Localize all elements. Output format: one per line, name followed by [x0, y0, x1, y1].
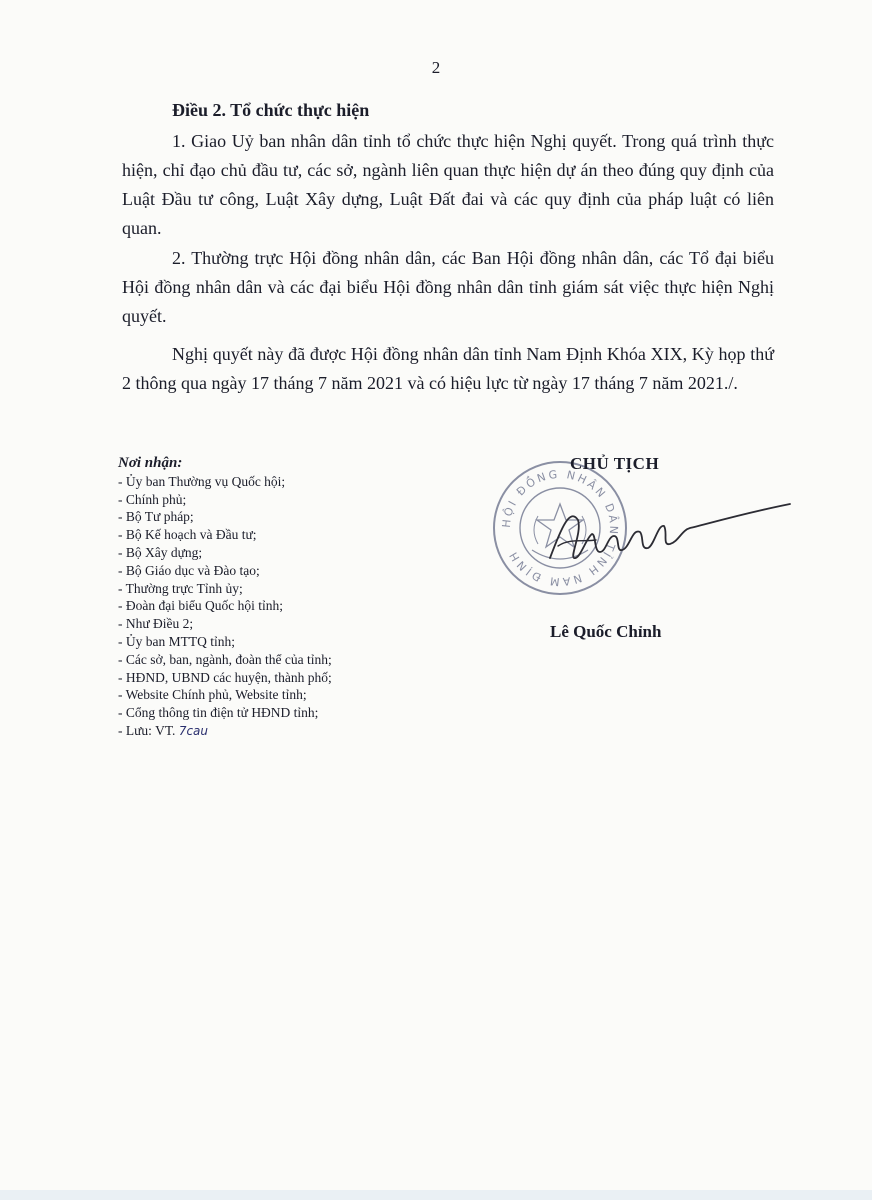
page-number: 2: [431, 58, 441, 77]
recipient-item: - Bộ Kế hoạch và Đầu tư;: [118, 527, 257, 543]
seal-text: HỘI ĐỒNG NHÂN DÂN TỈNH NAM ĐỊNH: [499, 467, 621, 589]
recipient-item: - Các sở, ban, ngành, đoàn thể của tỉnh;: [118, 651, 332, 667]
recipients-list: [118, 473, 332, 741]
recipients-title: Nơi nhận:: [118, 455, 183, 471]
recipient-item: - Bộ Giáo dục và Đào tạo;: [118, 562, 260, 578]
article-paragraph-2: 2. Thường trực Hội đồng nhân dân, các Ban Hội đồng nhân dân, các Tổ đại biểu Hội đồng nhân dân và các đại biểu Hội đồng nhân dân tỉnh giám sát việc thực hiện Nghị quyết.: [122, 248, 774, 326]
recipient-item: - Cổng thông tin điện tử HĐND tỉnh;: [118, 705, 319, 721]
recipient-item: - Chính phủ;: [118, 491, 187, 507]
closing-paragraph: Nghị quyết này đã được Hội đồng nhân dân tỉnh Nam Định Khóa XIX, Kỳ họp thứ 2 thông qua ngày 17 tháng 7 năm 2021 và có hiệu lực từ ngày 17 tháng 7 năm 2021./.: [122, 344, 774, 393]
handwritten-signature: [540, 498, 800, 583]
recipient-item: - Thường trực Tỉnh ủy;: [118, 580, 243, 596]
article-heading: Điều 2. Tổ chức thực hiện: [172, 100, 370, 120]
recipients-block: [118, 455, 332, 741]
article-paragraph-1: 1. Giao Uỷ ban nhân dân tỉnh tổ chức thực hiện Nghị quyết. Trong quá trình thực hiện, chỉ đạo chủ đầu tư, các sở, ngành liên quan thực hiện dự án theo đúng quy định của Luật Đầu tư công, Luật Xây dựng, Luật Đất đai và các quy định của pháp luật có liên quan.: [122, 131, 774, 238]
recipient-item: - Ủy ban Thường vụ Quốc hội;: [118, 473, 286, 489]
chair-title: CHỦ TỊCH: [570, 454, 660, 473]
recipient-item: - Bộ Tư pháp;: [118, 509, 194, 525]
recipient-item: - Ủy ban MTTQ tỉnh;: [118, 633, 235, 649]
recipient-item: - HĐND, UBND các huyện, thành phố;: [118, 669, 332, 685]
recipient-item: - Đoàn đại biểu Quốc hội tỉnh;: [118, 598, 283, 614]
archive-label: - Lưu: VT.: [118, 722, 176, 738]
archive-initials: 7cau: [178, 723, 209, 738]
signer-name: Lê Quốc Chỉnh: [550, 622, 662, 641]
scan-edge: [0, 1190, 872, 1200]
recipient-item-archive: [118, 722, 332, 741]
signature-icon: [540, 498, 800, 578]
recipient-item: - Bộ Xây dựng;: [118, 544, 203, 560]
recipient-item: - Như Điều 2;: [118, 616, 194, 632]
signature-block: [470, 450, 800, 650]
recipient-item: - Website Chính phủ, Website tỉnh;: [118, 687, 307, 703]
